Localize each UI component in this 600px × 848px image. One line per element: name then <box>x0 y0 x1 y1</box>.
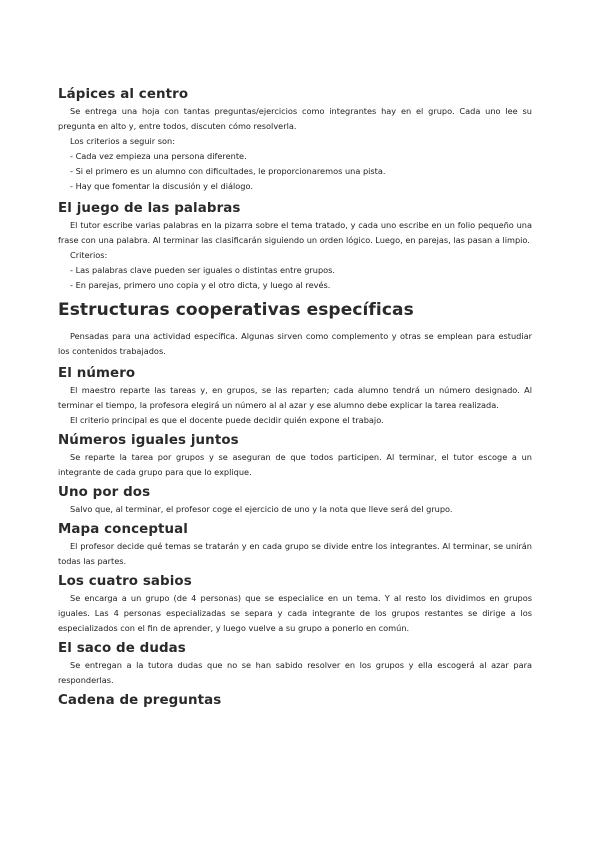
document-page <box>58 86 532 710</box>
list-item: - Las palabras clave pueden ser iguales o distintas entre grupos. <box>58 263 532 278</box>
heading-numero: El número <box>58 366 136 381</box>
heading-uno-por-dos: Uno por dos <box>58 485 151 500</box>
heading-cadena: Cadena de preguntas <box>58 693 222 708</box>
heading-cuatro-sabios: Los cuatro sabios <box>58 574 192 589</box>
list-item: - Si el primero es un alumno con dificultades, le proporcionaremos una pista. <box>58 164 532 179</box>
paragraph: El criterio principal es que el docente puede decidir quién expone el trabajo. <box>70 415 384 425</box>
paragraph: Se encarga a un grupo (de 4 personas) que se especialice en un tema. Y al resto los dividimos en grupos iguales. Las 4 personas especializadas se separa y cada integrante de los grupos restantes se dirige a los especializados con el fin de aprender, y luego vuelve a su grupo a ponerlo en común. <box>58 593 532 633</box>
heading-estructuras: Estructuras cooperativas específicas <box>58 300 414 320</box>
paragraph: Salvo que, al terminar, el profesor coge el ejercicio de uno y la nota que lleve será del grupo. <box>70 504 453 514</box>
paragraph: Se entrega una hoja con tantas preguntas/ejercicios como integrantes hay en el grupo. Cada uno lee su pregunta en alto y, entre todos, discuten cómo resolverla. <box>58 106 532 131</box>
heading-saco: El saco de dudas <box>58 641 186 656</box>
heading-lapices: Lápices al centro <box>58 87 189 102</box>
paragraph: Pensadas para una actividad específica. Algunas sirven como complemento y otras se emplean para estudiar los contenidos trabajados. <box>58 331 532 356</box>
list-item: - Cada vez empieza una persona diferente. <box>58 149 532 164</box>
paragraph: Se reparte la tarea por grupos y se aseguran de que todos participen. Al terminar, el tutor escoge a un integrante de cada grupo para que lo explique. <box>58 452 532 477</box>
heading-numeros-iguales: Números iguales juntos <box>58 433 239 448</box>
heading-mapa: Mapa conceptual <box>58 522 188 537</box>
heading-juego: El juego de las palabras <box>58 201 241 216</box>
paragraph: Se entregan a la tutora dudas que no se han sabido resolver en los grupos y ella escogerá al azar para responderlas. <box>58 660 532 685</box>
list-item: - Hay que fomentar la discusión y el diálogo. <box>58 179 532 194</box>
criteria-label: Los criterios a seguir son: <box>70 136 175 146</box>
paragraph: El profesor decide qué temas se tratarán y en cada grupo se divide entre los integrantes. Al terminar, se unirán todas las partes. <box>58 541 532 566</box>
paragraph: El tutor escribe varias palabras en la pizarra sobre el tema tratado, y cada uno escribe en un folio pequeño una frase con una palabra. Al terminar las clasificarán siguiendo un orden lógico. Luego, en parejas, las pasan a limpio. <box>58 220 532 245</box>
criteria-label: Criterios: <box>70 250 108 260</box>
paragraph: El maestro reparte las tareas y, en grupos, se las reparten; cada alumno tendrá un número designado. Al terminar el tiempo, la profesora elegirá un número al al azar y ese alumno debe explicar la tarea realizada. <box>58 385 532 410</box>
list-item: - En parejas, primero uno copia y el otro dicta, y luego al revés. <box>58 278 532 293</box>
